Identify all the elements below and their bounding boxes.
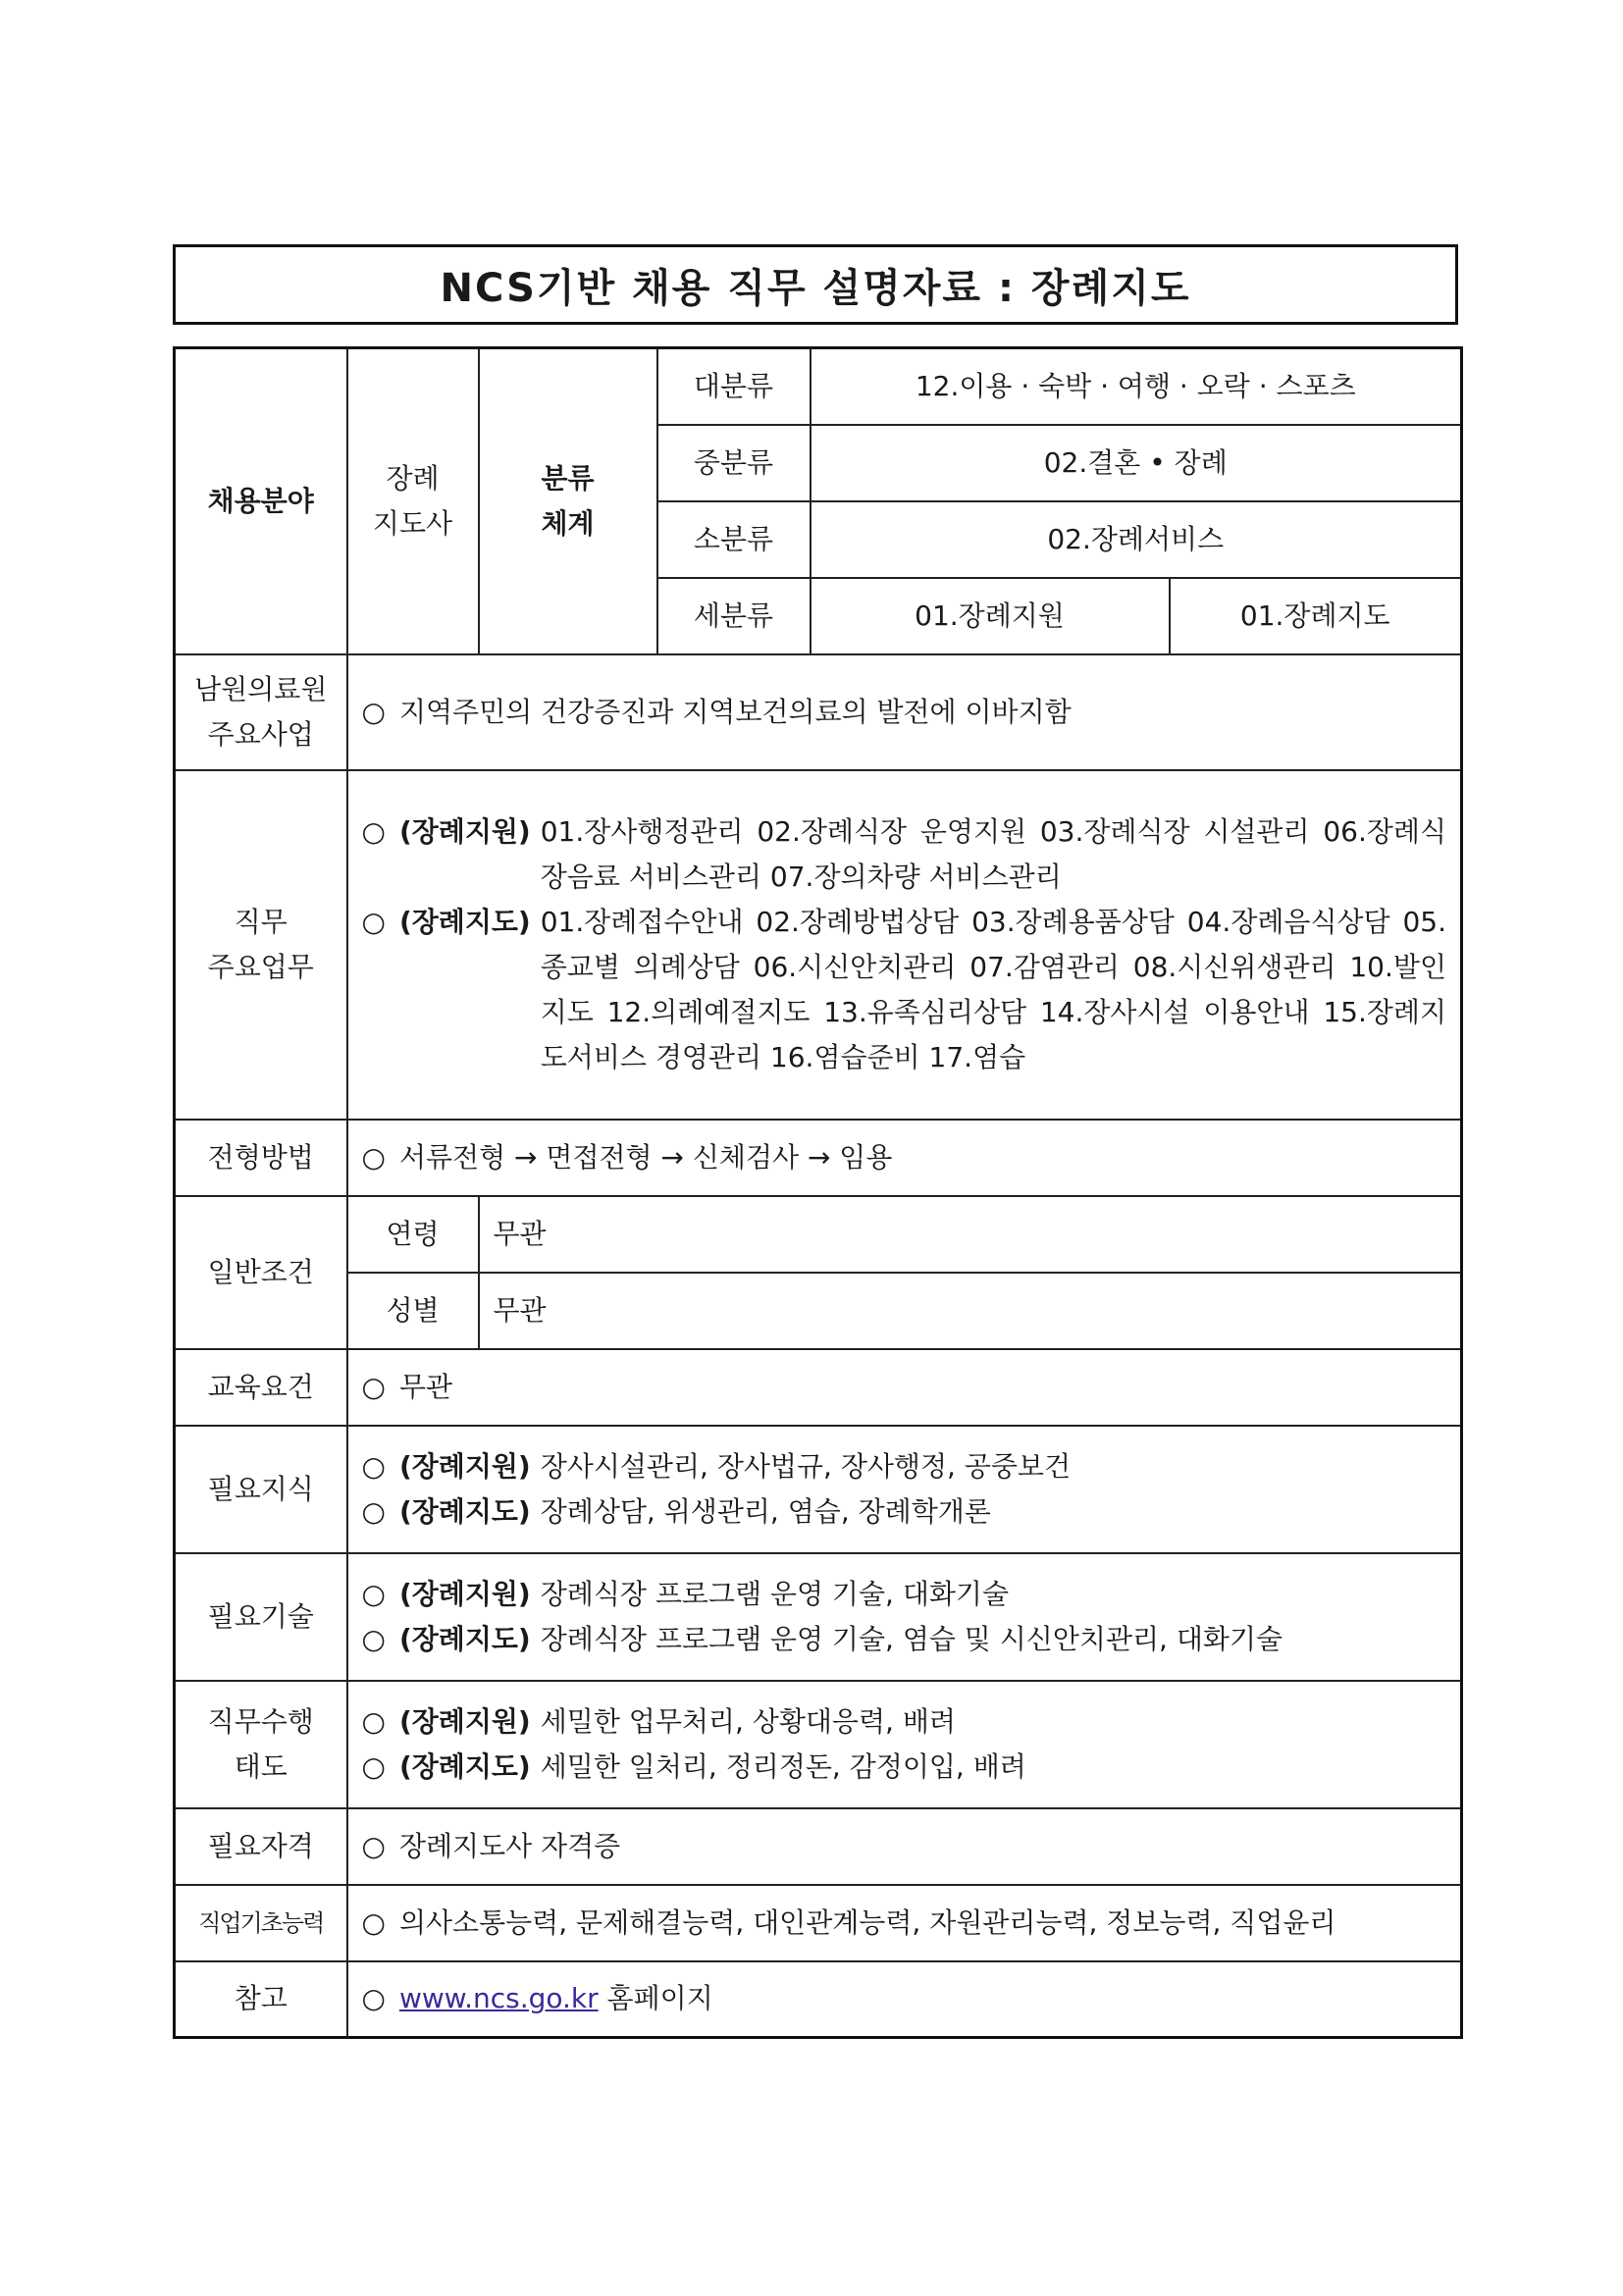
skills-tag-support: (장례지원) — [398, 1577, 531, 1610]
reference-row — [175, 1961, 1462, 2038]
business-content — [347, 654, 1462, 770]
knowledge-text-guidance: 장례상담, 위생관리, 염습, 장례학개론 — [540, 1494, 991, 1528]
duties-row — [175, 770, 1462, 1120]
duties-label-line-1: 직무 — [234, 905, 288, 938]
bullet-circle: ○ — [361, 1749, 386, 1783]
job-title-line-2: 지도사 — [372, 506, 453, 540]
skills-row — [175, 1553, 1462, 1681]
duty-tag-guidance: (장례지도) — [398, 905, 531, 938]
bullet-circle: ○ — [361, 1494, 386, 1528]
classification-label-line-2: 체계 — [541, 506, 595, 540]
education-row — [175, 1349, 1462, 1426]
duties-content — [347, 770, 1462, 1120]
duty-item-head — [362, 809, 541, 900]
certification-row — [175, 1808, 1462, 1885]
basic-competency-row — [175, 1885, 1462, 1961]
job-title-cell — [347, 348, 479, 654]
basic-competency-text: 의사소통능력, 문제해결능력, 대인관계능력, 자원관리능력, 정보능력, 직업윤리 — [398, 1905, 1336, 1939]
duty-item-support — [362, 809, 1447, 900]
skills-text-support: 장례식장 프로그램 운영 기술, 대화기술 — [540, 1577, 1010, 1610]
bullet-circle: ○ — [361, 1622, 386, 1655]
bullet-circle: ○ — [361, 1829, 386, 1862]
certification-content — [347, 1808, 1462, 1885]
knowledge-item-guidance — [362, 1489, 1447, 1535]
knowledge-item-support — [362, 1444, 1447, 1489]
bullet-circle: ○ — [361, 814, 386, 848]
duties-label-line-2: 주요업무 — [207, 950, 314, 983]
attitude-item-support — [362, 1699, 1447, 1745]
duty-item-head — [362, 900, 541, 1080]
duty-text-guidance: 01.장례접수안내 02.장례방법상담 03.장례용품상담 04.장례음식상담 05.종교별 의례상담 06.시신안치관리 07.감염관리 08.시신위생관리 10.발인지도 12.의례예절지도 13.유족심리상담 14.장사시설 이용안내 15.장례지도서비스 경영관리 16.염습준비 17.염습 — [540, 905, 1446, 1073]
bullet-circle: ○ — [361, 1140, 386, 1174]
skills-label: 필요기술 — [175, 1553, 347, 1681]
certification-label: 필요자격 — [175, 1808, 347, 1885]
job-title-line-1: 장례 — [386, 461, 440, 495]
skills-item-support — [362, 1572, 1447, 1617]
middle-class-value: 02.결혼 • 장례 — [811, 425, 1462, 501]
education-text: 무관 — [398, 1370, 453, 1403]
bullet-circle: ○ — [361, 1905, 386, 1939]
attitude-tag-guidance: (장례지도) — [398, 1749, 531, 1783]
age-label: 연령 — [347, 1196, 479, 1273]
reference-text: 홈페이지 — [606, 1982, 713, 2015]
attitude-label-line-1: 직무수행 — [207, 1704, 314, 1738]
business-label-line-1: 남원의료원 — [194, 672, 328, 705]
major-class-label: 대분류 — [657, 348, 811, 425]
age-value: 무관 — [479, 1196, 1462, 1273]
sub-class-value-2: 01.장례지도 — [1170, 578, 1462, 654]
bullet-circle: ○ — [361, 695, 386, 728]
minor-class-label: 소분류 — [657, 501, 811, 578]
skills-tag-guidance: (장례지도) — [398, 1622, 531, 1655]
bullet-circle: ○ — [361, 1704, 386, 1738]
general-conditions-label: 일반조건 — [175, 1196, 347, 1349]
duty-text-support: 01.장사행정관리 02.장례식장 운영지원 03.장례식장 시설관리 06.장례식장음료 서비스관리 07.장의차량 서비스관리 — [540, 814, 1446, 893]
bullet-circle: ○ — [361, 1449, 386, 1483]
document-title: NCS기반 채용 직무 설명자료 : 장례지도 — [173, 244, 1458, 325]
knowledge-text-support: 장사시설관리, 장사법규, 장사행정, 공중보건 — [540, 1449, 1072, 1483]
general-row-gender — [175, 1273, 1462, 1349]
process-content — [347, 1120, 1462, 1196]
sub-class-value-1: 01.장례지원 — [811, 578, 1170, 654]
classification-row-1 — [175, 348, 1462, 425]
duties-label — [175, 770, 347, 1120]
general-row-age — [175, 1196, 1462, 1273]
process-text: 서류전형 → 면접전형 → 신체검사 → 임용 — [398, 1140, 893, 1174]
bullet-circle: ○ — [361, 905, 386, 938]
reference-content — [347, 1961, 1462, 2038]
knowledge-content — [347, 1426, 1462, 1553]
job-description-table — [173, 346, 1463, 2039]
certification-text: 장례지도사 자격증 — [398, 1829, 621, 1862]
attitude-label-line-2: 태도 — [234, 1749, 288, 1783]
business-row — [175, 654, 1462, 770]
knowledge-tag-support: (장례지원) — [398, 1449, 531, 1483]
business-label — [175, 654, 347, 770]
business-text: 지역주민의 건강증진과 지역보건의료의 발전에 이바지함 — [398, 695, 1072, 728]
skills-content — [347, 1553, 1462, 1681]
duty-item-guidance — [362, 900, 1447, 1080]
major-class-value: 12.이용 · 숙박 · 여행 · 오락 · 스포츠 — [811, 348, 1462, 425]
knowledge-row — [175, 1426, 1462, 1553]
process-row — [175, 1120, 1462, 1196]
attitude-label — [175, 1681, 347, 1808]
knowledge-tag-guidance: (장례지도) — [398, 1494, 531, 1528]
bullet-circle: ○ — [361, 1370, 386, 1403]
skills-item-guidance — [362, 1617, 1447, 1662]
minor-class-value: 02.장례서비스 — [811, 501, 1462, 578]
process-label: 전형방법 — [175, 1120, 347, 1196]
attitude-row — [175, 1681, 1462, 1808]
education-label: 교육요건 — [175, 1349, 347, 1426]
middle-class-label: 중분류 — [657, 425, 811, 501]
bullet-circle: ○ — [361, 1982, 386, 2015]
attitude-text-guidance: 세밀한 일처리, 정리정돈, 감정이입, 배려 — [540, 1749, 1026, 1783]
classification-system-label — [479, 348, 657, 654]
gender-value: 무관 — [479, 1273, 1462, 1349]
basic-competency-content — [347, 1885, 1462, 1961]
sub-class-label: 세분류 — [657, 578, 811, 654]
duty-tag-support: (장례지원) — [398, 814, 531, 848]
classification-label-line-1: 분류 — [541, 461, 595, 495]
ncs-website-link[interactable]: www.ncs.go.kr — [398, 1982, 599, 2015]
education-content — [347, 1349, 1462, 1426]
attitude-item-guidance — [362, 1745, 1447, 1790]
attitude-content — [347, 1681, 1462, 1808]
attitude-tag-support: (장례지원) — [398, 1704, 531, 1738]
basic-competency-label: 직업기초능력 — [175, 1885, 347, 1961]
bullet-circle: ○ — [361, 1577, 386, 1610]
business-label-line-2: 주요사업 — [207, 717, 314, 751]
attitude-text-support: 세밀한 업무처리, 상황대응력, 배려 — [540, 1704, 956, 1738]
gender-label: 성별 — [347, 1273, 479, 1349]
knowledge-label: 필요지식 — [175, 1426, 347, 1553]
reference-label: 참고 — [175, 1961, 347, 2038]
recruitment-field-label: 채용분야 — [175, 348, 347, 654]
skills-text-guidance: 장례식장 프로그램 운영 기술, 염습 및 시신안치관리, 대화기술 — [540, 1622, 1283, 1655]
